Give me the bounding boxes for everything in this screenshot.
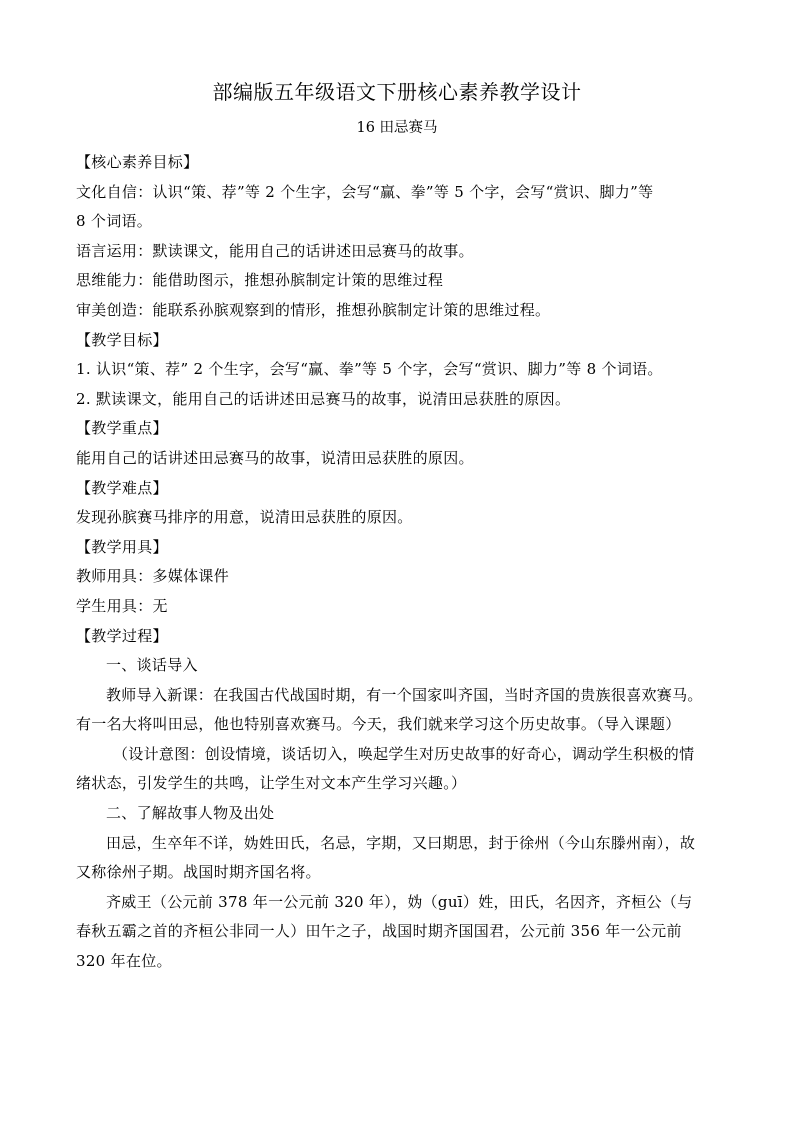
paragraph-line: 思维能力：能借助图示，推想孙膑制定计策的思维过程 (76, 271, 444, 290)
section-heading-process: 【教学过程】 (76, 626, 168, 645)
section-heading-key-points: 【教学重点】 (76, 419, 168, 438)
list-item: 2. 默读课文，能用自己的话讲述田忌赛马的故事，说清田忌获胜的原因。 (76, 389, 571, 408)
subsection-heading: 一、谈话导入 (106, 656, 198, 675)
section-heading-tools: 【教学用具】 (76, 537, 168, 556)
paragraph-line: 教师导入新课：在我国古代战国时期，有一个国家叫齐国，当时齐国的贵族很喜欢赛马。 (106, 685, 703, 704)
paragraph-line: 绪状态，引发学生的共鸣，让学生对文本产生学习兴趣。） (76, 774, 467, 793)
paragraph-line: 320 年在位。 (76, 952, 172, 971)
lesson-subtitle: 16 田忌赛马 (356, 120, 438, 136)
paragraph-line: 教师用具：多媒体课件 (76, 567, 230, 586)
paragraph-line: 又称徐州子期。战国时期齐国名将。 (76, 863, 321, 882)
paragraph-line: 春秋五霸之首的齐桓公非同一人）田午之子，战国时期齐国国君，公元前 356 年一公元前 (76, 922, 682, 941)
paragraph-line: 学生用具：无 (76, 596, 168, 615)
paragraph-line: 文化自信：认识“策、荐”等 2 个生字，会写“赢、拳”等 5 个字，会写“赏识、脚力”等 (76, 182, 654, 201)
document-body (76, 148, 736, 977)
section-heading-teaching-goals: 【教学目标】 (76, 330, 168, 349)
paragraph-line: 语言运用：默读课文，能用自己的话讲述田忌赛马的故事。 (76, 241, 474, 260)
paragraph-line: 田忌，生卒年不详，妫姓田氏，名忌，字期，又曰期思，封于徐州（今山东滕州南），故 (106, 833, 696, 852)
subsection-heading: 二、了解故事人物及出处 (106, 804, 275, 823)
paragraph-line: 审美创造：能联系孙膑观察到的情形，推想孙膑制定计策的思维过程。 (76, 300, 551, 319)
paragraph-line: 发现孙膑赛马排序的用意，说清田忌获胜的原因。 (76, 508, 413, 527)
list-item: 1. 认识“策、荐” 2 个生字，会写“赢、拳”等 5 个字，会写“赏识、脚力”等 8 个词语。 (76, 360, 663, 379)
paragraph-line: 有一名大将叫田忌，他也特别喜欢赛马。今天，我们就来学习这个历史故事。（导入课题） (76, 715, 681, 734)
paragraph-line: 能用自己的话讲述田忌赛马的故事，说清田忌获胜的原因。 (76, 448, 474, 467)
section-heading-difficulties: 【教学难点】 (76, 478, 168, 497)
document-title: 部编版五年级语文下册核心素养教学设计 (212, 80, 582, 104)
paragraph-line: 齐威王（公元前 378 年一公元前 320 年），妫（guī）姓，田氏，名因齐，齐桓公（与 (106, 892, 693, 911)
section-heading-core-goals: 【核心素养目标】 (76, 153, 199, 171)
paragraph-line: （设计意图：创设情境，谈话切入，唤起学生对历史故事的好奇心，调动学生积极的情 (113, 744, 695, 763)
paragraph-line: 8 个词语。 (76, 212, 153, 231)
